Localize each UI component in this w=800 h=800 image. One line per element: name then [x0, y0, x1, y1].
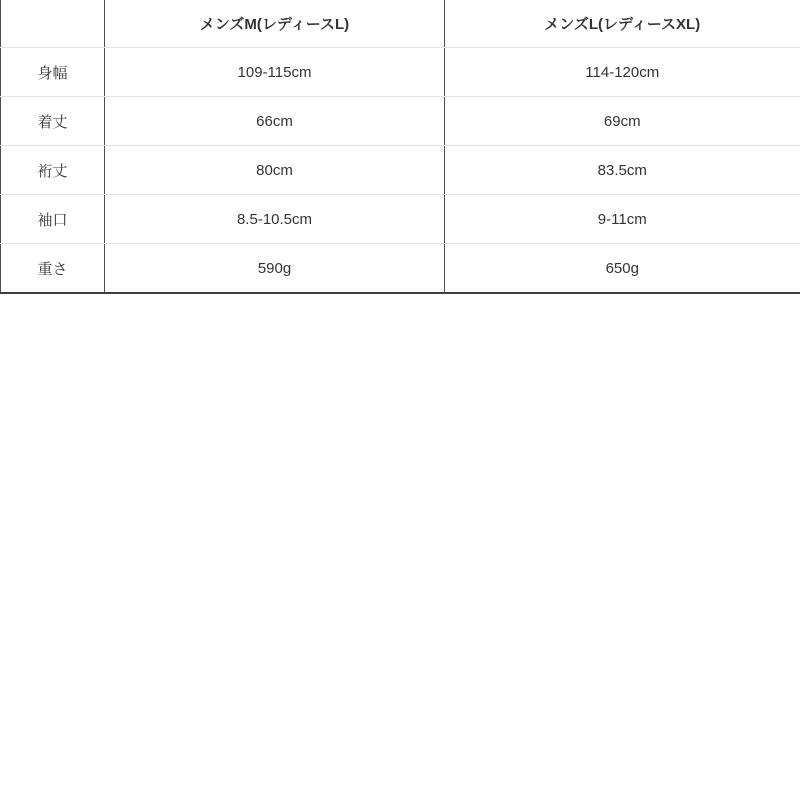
header-corner-cell — [1, 0, 105, 48]
size-spec-table — [0, 0, 800, 294]
table-row-cuff — [1, 195, 800, 244]
value-cell-l: 9-11cm — [445, 195, 800, 244]
row-label: 袖口 — [1, 195, 105, 244]
value-cell-m: 590g — [105, 244, 445, 294]
value-cell-l: 114-120cm — [445, 48, 800, 97]
table-row-body-width — [1, 48, 800, 97]
value-cell-m: 8.5-10.5cm — [105, 195, 445, 244]
row-label: 裄丈 — [1, 146, 105, 195]
table-row-sleeve-length — [1, 146, 800, 195]
table-row-length — [1, 97, 800, 146]
row-label: 着丈 — [1, 97, 105, 146]
header-row — [1, 0, 800, 48]
value-cell-l: 69cm — [445, 97, 800, 146]
row-label: 身幅 — [1, 48, 105, 97]
value-cell-m: 109-115cm — [105, 48, 445, 97]
size-table-body — [1, 48, 800, 294]
size-table-header — [1, 0, 800, 48]
value-cell-l: 650g — [445, 244, 800, 294]
value-cell-l: 83.5cm — [445, 146, 800, 195]
row-label: 重さ — [1, 244, 105, 294]
header-cell-mens-m: メンズM(レディースL) — [105, 0, 445, 48]
value-cell-m: 80cm — [105, 146, 445, 195]
table-row-weight — [1, 244, 800, 294]
header-cell-mens-l: メンズL(レディースXL) — [445, 0, 800, 48]
value-cell-m: 66cm — [105, 97, 445, 146]
